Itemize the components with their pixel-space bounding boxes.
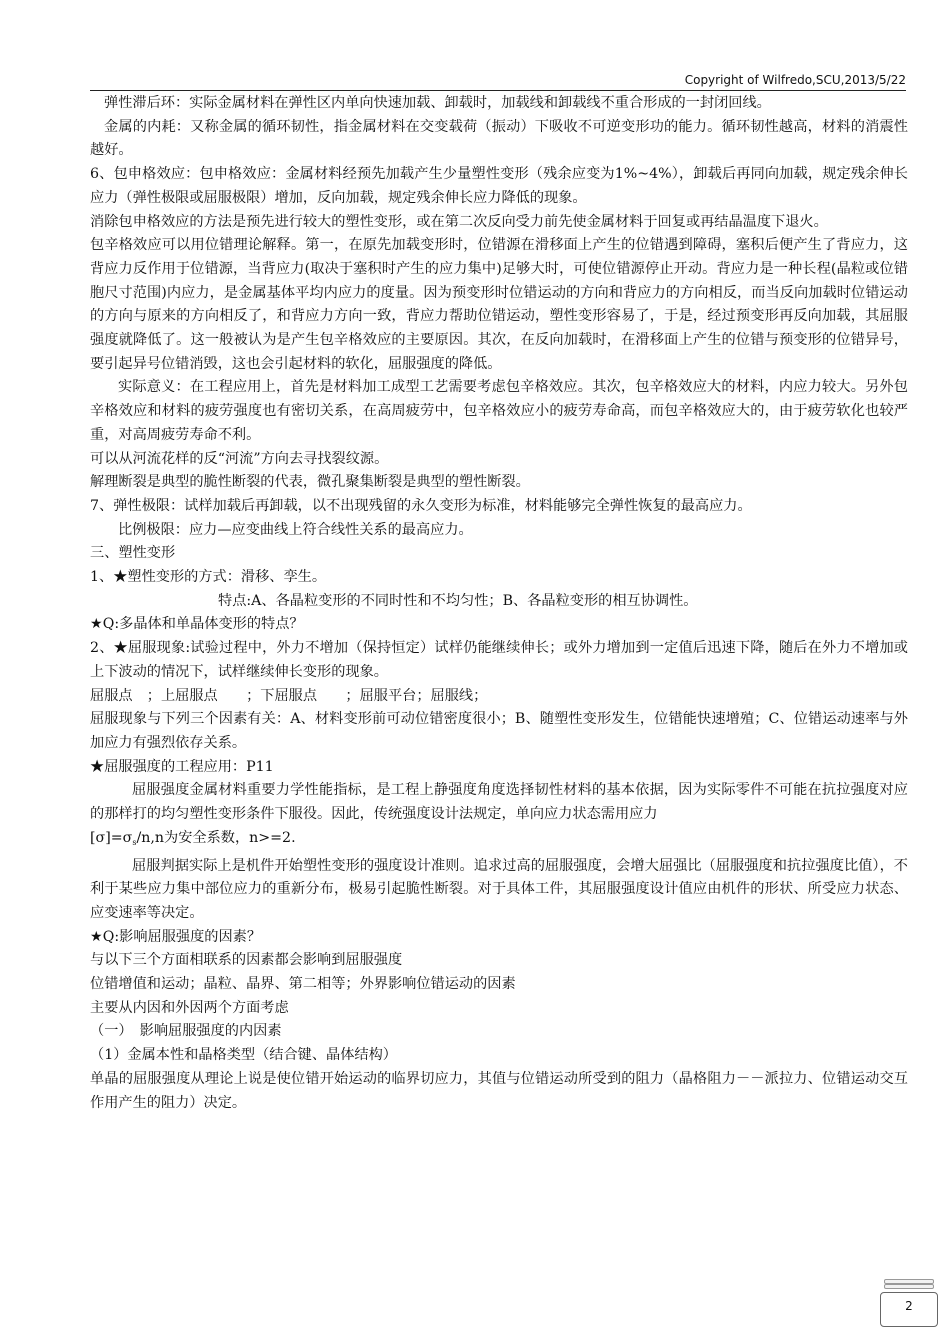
copyright-text: Copyright of Wilfredo,SCU,2013/5/22 <box>684 73 906 87</box>
question-polycrystal: ★Q:多晶体和单晶体变形的特点？ <box>90 616 304 633</box>
para-aspects-list: 位错增值和运动；晶粒、晶界、第二相等；外界影响位错运动的因素 <box>90 976 516 993</box>
para-cleavage-fracture: 解理断裂是典型的脆性断裂的代表，微孔聚集断裂是典型的塑性断裂。 <box>90 474 530 491</box>
para-internal-external: 主要从内因和外因两个方面考虑 <box>90 999 289 1016</box>
para-features: 特点:A、各晶粒变形的不同时性和不均匀性；B、各晶粒变形的相互协调性。 <box>218 592 698 609</box>
para-internal-friction: 金属的内耗：又称金属的循环韧性，指金属材料在交变载荷（振动）下吸收不可逆变形功的能力。循环韧性越高，材料的消震性越好。 <box>90 118 908 159</box>
para-yield-phenomenon: 2、★屈服现象:试验过程中，外力不增加（保持恒定）试样仍能继续伸长；或外力增加到一定值后迅速下降，随后在外力不增加或上下波动的情况下，试样继续伸长变形的现象。 <box>90 640 908 680</box>
page-number: 2 <box>905 1299 913 1313</box>
formula-lhs: [σ]=σ <box>90 829 133 846</box>
badge-stack-line <box>884 1284 934 1289</box>
para-river-pattern: 可以从河流花样的反“河流”方向去寻找裂纹源。 <box>90 450 389 467</box>
para-yield-terms: 屈服点 ；上屈服点 ；下屈服点 ；屈服平台；屈服线； <box>90 687 488 704</box>
para-yield-criterion: 屈服判据实际上是机件开始塑性变形的强度设计准则。追求过高的屈服强度，会增大屈强比（屈服强度和抗拉强度比值），不利于某些应力集中部位应力的重新分布，极易引起脆性断裂。对于具体工件，其屈服强度设计值应由机件的形状、所受应力状态、应变速率等决定。 <box>90 857 908 921</box>
formula-allowable-stress <box>90 827 908 855</box>
heading-internal-factors: （一） 影响屈服强度的内因素 <box>90 1023 282 1040</box>
page-number-badge <box>880 1279 938 1327</box>
para-single-crystal: 单晶的屈服强度从理论上说是使位错开始运动的临界切应力，其值与位错运动所受到的阻力（晶格阻力－－派拉力、位错运动交互作用产生的阻力）决定。 <box>90 1070 908 1111</box>
para-bauschinger-theory: 包辛格效应可以用位错理论解释。第一，在原先加载变形时，位错源在滑移面上产生的位错遇到障碍，塞积后便产生了背应力，这背应力反作用于位错源，当背应力(取决于塞积时产生的应力集中)足够大时，可使位错源停止开动。背应力是一种长程(晶粒或位错胞尺寸范围)内应力，是金属基体平均内应力的度量。因为预变形时位错运动的方向和背应力的方向相反，而当反向加载时位错运动的方向与原来的方向相反了，和背应力方向一致，背应力帮助位错运动，塑性变形容易了，于是，经过预变形再反向加载，其屈服强度就降低了。这一般被认为是产生包辛格效应的主要原因。其次，在反向加载时，在滑移面上产生的位错与预变形的位错异号，要引起异号位错消毁，这也会引起材料的软化，屈服强度的降低。 <box>90 237 908 372</box>
formula-rhs: /n,n为安全系数，n>=2. <box>136 829 296 846</box>
page-header <box>90 72 906 91</box>
para-practical-meaning: 实际意义：在工程应用上，首先是材料加工成型工艺需要考虑包辛格效应。其次，包辛格效应大的材料，内应力较大。另外包辛格效应和材料的疲劳强度也有密切关系，在高周疲劳中，包辛格效应小的疲劳寿命高，而包辛格效应大的，由于疲劳软化也较严重，对高周疲劳寿命不利。 <box>90 379 908 443</box>
question-yield-factors: ★Q:影响屈服强度的因素？ <box>90 928 262 945</box>
para-three-aspects: 与以下三个方面相联系的因素都会影响到屈服强度 <box>90 952 403 969</box>
para-yield-factors: 屈服现象与下列三个因素有关：A、材料变形前可动位错密度很小；B、随塑性变形发生，位错能快速增殖；C、位错运动速率与外加应力有强烈依存关系。 <box>90 711 908 751</box>
badge-card <box>880 1292 938 1327</box>
para-hysteresis: 弹性滞后环：实际金属材料在弹性区内单向快速加载、卸载时，加载线和卸载线不重合形成的一封闭回线。 <box>104 95 771 111</box>
section-heading-plastic: 三、塑性变形 <box>90 545 176 562</box>
para-yield-strength-design: 屈服强度金属材料重要力学性能指标，是工程上静强度角度选择韧性材料的基本依据，因为实际零件不可能在抗拉强度对应的那样打的均匀塑性变形条件下服役。因此，传统强度设计法规定，单向应力状态需用应力 <box>90 782 908 823</box>
para-bauschinger-def: 6、包申格效应：包申格效应：金属材料经预先加载产生少量塑性变形（残余应变为1%~4%），卸载后再同向加载，规定残余伸长应力（弹性极限或屈服极限）增加，反向加载，规定残余伸长应力降低的现象。 <box>90 166 908 206</box>
formula-subscript: s <box>132 837 137 847</box>
para-elastic-limit: 7、弹性极限：试样加载后再卸载，以不出现残留的永久变形为标准，材料能够完全弹性恢复的最高应力。 <box>90 497 752 514</box>
heading-metal-nature: （1）金属本性和晶格类型（结合键、晶体结构） <box>90 1047 397 1064</box>
para-bauschinger-removal: 消除包申格效应的方法是预先进行较大的塑性变形，或在第二次反向受力前先使金属材料于回复或再结晶温度下退火。 <box>90 213 828 230</box>
heading-yield-application: ★屈服强度的工程应用：P11 <box>90 758 274 775</box>
para-proportional-limit: 比例极限：应力—应变曲线上符合线性关系的最高应力。 <box>118 521 473 538</box>
para-plastic-modes: 1、★塑性变形的方式：滑移、孪生。 <box>90 569 327 586</box>
document-body <box>90 92 908 1115</box>
